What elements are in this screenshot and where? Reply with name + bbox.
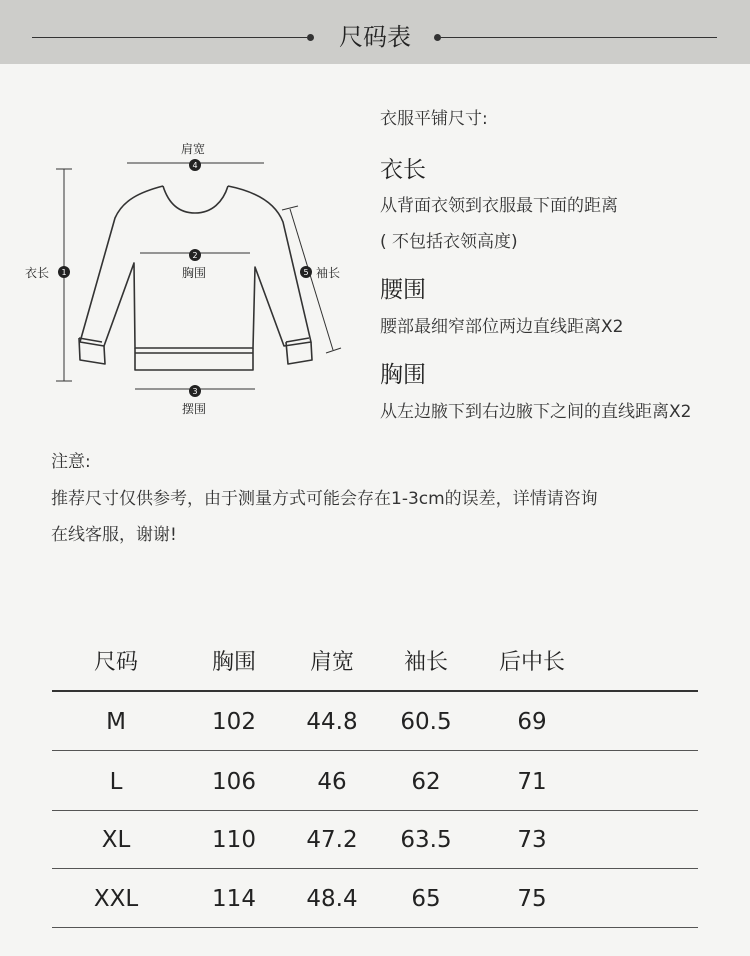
- description-text-chest: 从左边腋下到右边腋下之间的直线距离X2: [380, 402, 692, 422]
- description-title-chest: 胸围: [380, 362, 426, 388]
- cell-size: XL: [101, 827, 131, 853]
- table-row: [52, 753, 698, 811]
- cell-chest: 102: [212, 709, 256, 735]
- header-sleeve: 袖长: [403, 650, 448, 675]
- sweater-measurement-diagram: [0, 120, 370, 430]
- cell-chest: 114: [212, 886, 256, 912]
- header-bar: [0, 0, 750, 64]
- description-title-length: 衣长: [380, 157, 426, 183]
- marker-length-num: 1: [61, 268, 67, 277]
- label-hem: 摆围: [182, 402, 207, 416]
- label-chest: 胸围: [182, 266, 207, 280]
- notes-line-1: 推荐尺寸仅供参考，由于测量方式可能会存在1-3cm的误差，详情请咨询: [51, 489, 598, 509]
- description-text-length-2: ( 不包括衣领高度): [380, 232, 518, 252]
- header-shoulder: 肩宽: [309, 650, 354, 675]
- cell-shoulder: 48.4: [306, 886, 358, 912]
- marker-shoulder-num: 4: [192, 161, 198, 170]
- cell-sleeve: 62: [411, 769, 441, 795]
- description-intro: 衣服平铺尺寸:: [380, 109, 488, 129]
- marker-sleeve-num: 5: [303, 268, 309, 277]
- cell-sleeve: 63.5: [400, 827, 452, 853]
- header-chest: 胸围: [211, 650, 256, 675]
- cell-chest: 106: [212, 769, 256, 795]
- cell-shoulder: 44.8: [306, 709, 358, 735]
- header-right-line: [441, 37, 717, 38]
- header-size: 尺码: [93, 650, 138, 675]
- page-title: 尺码表: [339, 23, 411, 51]
- table-row: [52, 811, 698, 869]
- label-shoulder: 肩宽: [181, 142, 206, 156]
- cell-size: L: [109, 769, 123, 795]
- row-rule: [52, 750, 698, 751]
- marker-chest-num: 2: [192, 251, 198, 260]
- cell-back-length: 75: [517, 886, 547, 912]
- row-rule: [52, 868, 698, 869]
- description-text-waist: 腰部最细窄部位两边直线距离X2: [380, 317, 624, 337]
- label-sleeve: 袖长: [316, 266, 341, 280]
- cell-chest: 110: [212, 827, 256, 853]
- cell-shoulder: 46: [317, 769, 347, 795]
- cell-sleeve: 60.5: [400, 709, 452, 735]
- cell-size: XXL: [93, 886, 139, 912]
- row-rule: [52, 927, 698, 928]
- table-row: [52, 693, 698, 751]
- table-row: [52, 870, 698, 928]
- cell-shoulder: 47.2: [306, 827, 358, 853]
- cell-back-length: 69: [517, 709, 547, 735]
- description-text-length-1: 从背面衣领到衣服最下面的距离: [380, 196, 618, 216]
- cell-size: M: [106, 709, 126, 735]
- label-length: 衣长: [25, 266, 50, 280]
- cell-sleeve: 65: [411, 886, 441, 912]
- header-right-dot: [434, 34, 441, 41]
- notes-line-2: 在线客服，谢谢!: [51, 525, 177, 545]
- notes-title: 注意:: [51, 452, 91, 472]
- description-title-waist: 腰围: [380, 277, 426, 303]
- marker-hem-num: 3: [192, 387, 198, 396]
- cell-back-length: 71: [517, 769, 547, 795]
- table-header-rule: [52, 690, 698, 692]
- header-back-length: 后中长: [498, 650, 565, 675]
- cell-back-length: 73: [517, 827, 547, 853]
